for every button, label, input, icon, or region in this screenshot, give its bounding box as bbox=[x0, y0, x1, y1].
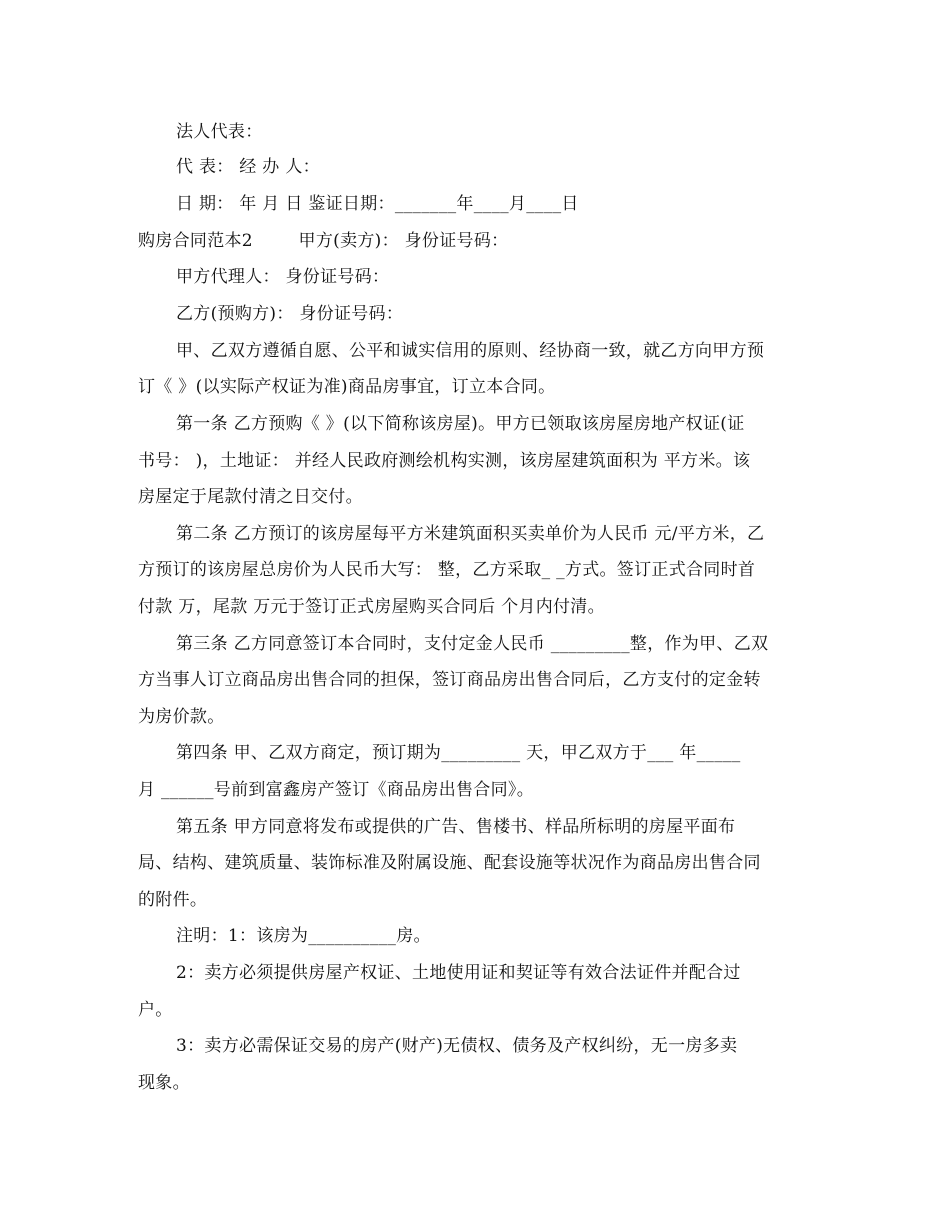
note-1-line: 注明：1：该房为__________房。 bbox=[176, 926, 431, 946]
article-5-line-3: 的附件。 bbox=[138, 890, 208, 910]
date-line: 日 期： 年 月 日 鉴证日期：_______年____月____日 bbox=[176, 194, 579, 214]
preamble-line-1: 甲、乙双方遵循自愿、公平和诚实信用的原则、经协商一致，就乙方向甲方预 bbox=[176, 341, 765, 361]
article-4-line-2: 月 ______号前到富鑫房产签订《商品房出售合同》。 bbox=[138, 780, 535, 800]
preamble-line-2: 订《 》(以实际产权证为准)商品房事宜，订立本合同。 bbox=[138, 377, 556, 397]
article-1-line-2: 书号： )，土地证： 并经人民政府测绘机构实测，该房屋建筑面积为 平方米。该 bbox=[138, 451, 751, 471]
article-5-line-2: 局、结构、建筑质量、装饰标准及附属设施、配套设施等状况作为商品房出售合同 bbox=[138, 853, 761, 873]
article-3-line-3: 为房价款。 bbox=[138, 707, 225, 727]
article-2-line-3: 付款 万，尾款 万元于签订正式房屋购买合同后 个月内付清。 bbox=[138, 597, 605, 617]
contract-title-seller-line: 购房合同范本2 甲方(卖方)： 身份证号码： bbox=[138, 231, 509, 251]
article-3-line-2: 方当事人订立商品房出售合同的担保，签订商品房出售合同后，乙方支付的定金转 bbox=[138, 670, 761, 690]
note-2-line-1: 2：卖方必须提供房屋产权证、土地使用证和契证等有效合法证件并配合过 bbox=[176, 963, 741, 983]
note-3-line-1: 3：卖方必需保证交易的房产(财产)无债权、债务及产权纠纷，无一房多卖 bbox=[176, 1036, 738, 1056]
seller-agent-line: 甲方代理人： 身份证号码： bbox=[176, 267, 390, 287]
article-5-line-1: 第五条 甲方同意将发布或提供的广告、售楼书、样品所标明的房屋平面布 bbox=[176, 817, 736, 837]
note-3-line-2: 现象。 bbox=[138, 1073, 190, 1093]
article-1-line-1: 第一条 乙方预购《 》(以下简称该房屋)。甲方已领取该房屋房地产权证(证 bbox=[176, 414, 745, 434]
article-2-line-2: 方预订的该房屋总房价为人民币大写： 整，乙方采取_ _方式。签订正式合同时首 bbox=[138, 560, 756, 580]
article-1-line-3: 房屋定于尾款付清之日交付。 bbox=[138, 487, 363, 507]
legal-representative-line: 法人代表： bbox=[176, 122, 263, 142]
representative-agent-line: 代 表： 经 办 人： bbox=[176, 157, 320, 177]
article-4-line-1: 第四条 甲、乙双方商定，预订期为_________ 天，甲乙双方于___ 年_____ bbox=[176, 743, 741, 763]
article-2-line-1: 第二条 乙方预订的该房屋每平方米建筑面积买卖单价为人民币 元/平方米，乙 bbox=[176, 524, 765, 544]
note-2-line-2: 户。 bbox=[138, 1000, 173, 1020]
buyer-line: 乙方(预购方)： 身份证号码： bbox=[176, 304, 404, 324]
article-3-line-1: 第三条 乙方同意签订本合同时，支付定金人民币 _________整，作为甲、乙双 bbox=[176, 634, 769, 654]
